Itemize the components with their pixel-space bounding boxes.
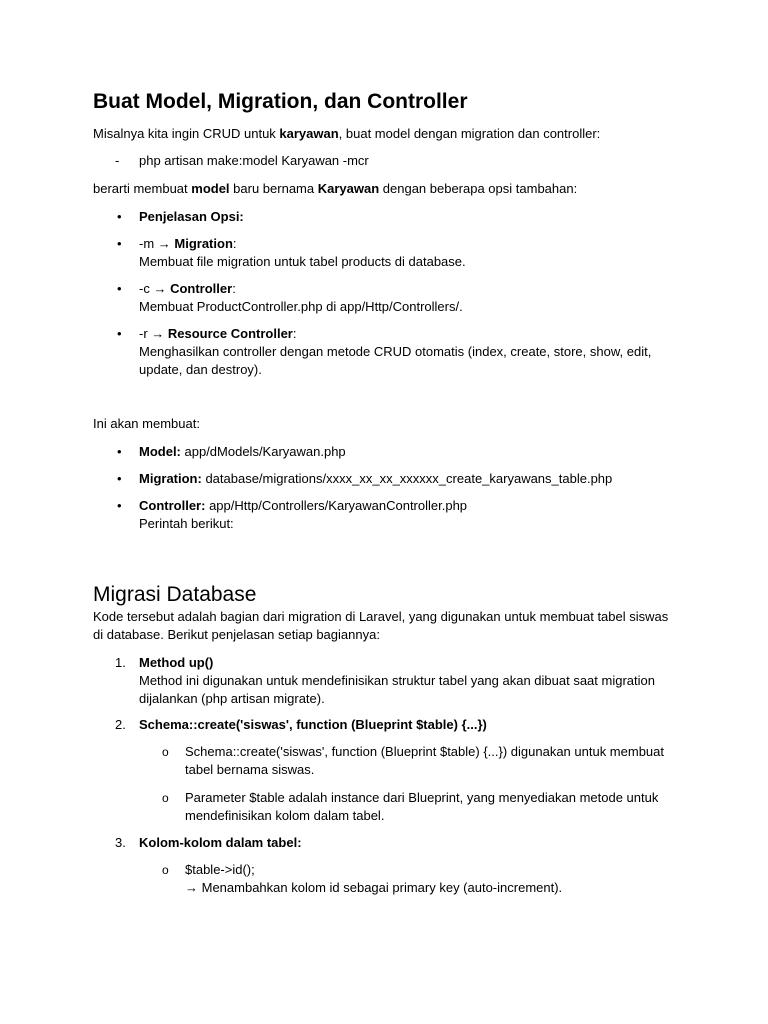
options-heading: Penjelasan Opsi: (139, 209, 244, 224)
command-line: php artisan make:model Karyawan -mcr (139, 153, 369, 168)
bullet-marker: • (117, 209, 122, 224)
circle-marker: o (162, 863, 169, 877)
step-item-schema-create: Schema::create('siswas', function (Blueprint $table) {...}) (139, 717, 487, 732)
step-item-columns: Kolom-kolom dalam tabel: (139, 835, 302, 850)
page-title: Buat Model, Migration, dan Controller (93, 90, 468, 113)
dash-marker: - (115, 153, 120, 168)
bullet-marker: • (117, 326, 122, 341)
circle-marker: o (162, 791, 169, 805)
bullet-marker: • (117, 444, 122, 459)
intro-paragraph: Misalnya kita ingin CRUD untuk karyawan, buat model dengan migration dan controller: (93, 126, 601, 141)
step-item-method-up: Method up() Method ini digunakan untuk mendefinisikan struktur tabel yang akan dibuat saat migration dijalankan (php artisan migrate). (139, 655, 655, 706)
circle-marker: o (162, 745, 169, 759)
bullet-marker: • (117, 471, 122, 486)
option-item-migration: -m → Migration: Membuat file migration untuk tabel products di database. (139, 236, 466, 269)
bullet-marker: • (117, 498, 122, 513)
section-title: Migrasi Database (93, 583, 257, 606)
step-number: 3. (115, 835, 126, 850)
sub-item: Parameter $table adalah instance dari Blueprint, yang menyediakan metode untuk mendefinisikan kolom dalam tabel. (185, 790, 659, 823)
bullet-marker: • (117, 281, 122, 296)
creates-item-model: Model: app/dModels/Karyawan.php (139, 444, 346, 459)
creates-item-controller: Controller: app/Http/Controllers/KaryawanController.php Perintah berikut: (139, 498, 468, 531)
step-number: 2. (115, 717, 126, 732)
step-number: 1. (115, 655, 126, 670)
bullet-marker: • (117, 236, 122, 251)
creates-item-migration: Migration: database/migrations/xxxx_xx_xx_xxxxxx_create_karyawans_table.php (139, 471, 613, 486)
creates-label: Ini akan membuat: (93, 416, 200, 431)
sub-item: Schema::create('siswas', function (Blueprint $table) {...}) digunakan untuk membuat tabel bernama siswas. (185, 744, 664, 777)
sub-item: $table->id(); → Menambahkan kolom id sebagai primary key (auto-increment). (185, 862, 563, 895)
description-paragraph: berarti membuat model baru bernama Karyawan dengan beberapa opsi tambahan: (93, 181, 578, 196)
option-item-resource-controller: -r → Resource Controller: Menghasilkan controller dengan metode CRUD otomatis (index, create, store, show, edit, update, dan destroy). (139, 326, 652, 377)
section-intro: Kode tersebut adalah bagian dari migration di Laravel, yang digunakan untuk membuat tabel siswas di database. Berikut penjelasan setiap bagiannya: (93, 609, 669, 642)
option-item-controller: -c → Controller: Membuat ProductController.php di app/Http/Controllers/. (139, 281, 463, 314)
